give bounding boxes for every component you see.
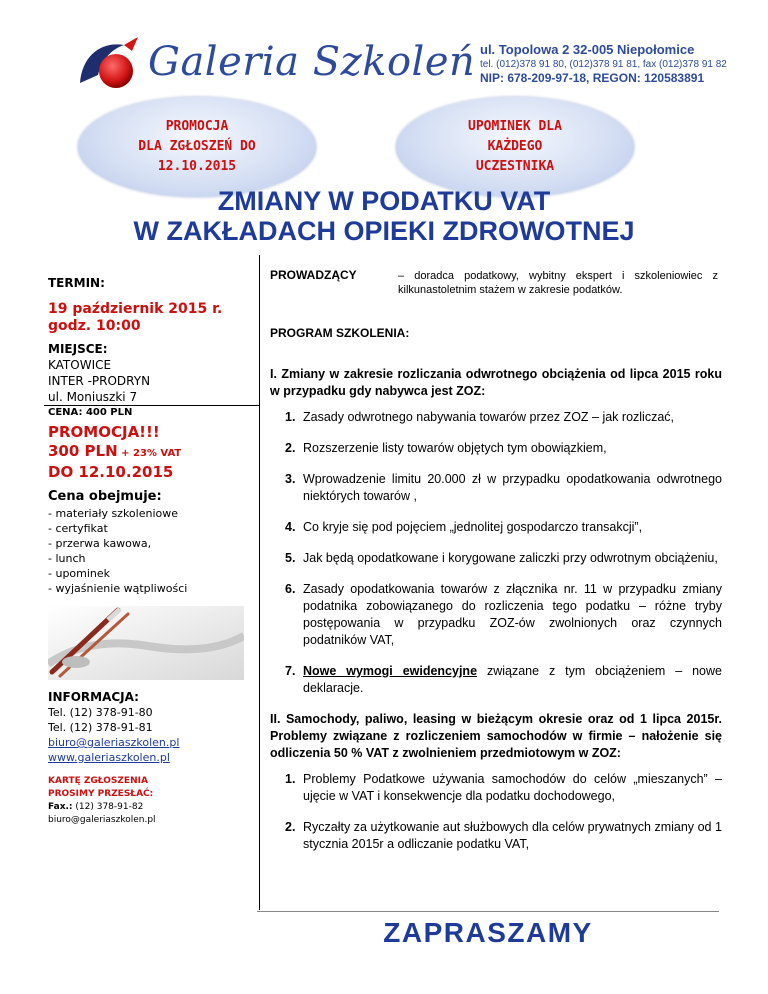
miejsce-line: INTER -PRODRYN	[48, 374, 151, 388]
footer-invite: ZAPRASZAMY	[383, 917, 593, 948]
karta-email: biuro@galeriaszkolen.pl	[48, 815, 156, 825]
promo-price-line	[48, 442, 181, 463]
termin-date: 19 październik 2015 r.	[48, 301, 223, 317]
program-content	[270, 366, 722, 867]
footer-divider	[257, 911, 719, 912]
karta-line-1: KARTĘ ZGŁOSZENIA	[48, 776, 148, 786]
list-item	[285, 771, 722, 805]
obejmuje-block	[48, 489, 187, 596]
prowadzacy-label: PROWADZĄCY	[270, 268, 357, 282]
item-text: Problemy Podatkowe używania samochodów do celów „mieszanych” – ujęcie w VAT i konsekwencje dla podatku dochodowego,	[303, 772, 722, 803]
item-number: 6.	[285, 582, 296, 596]
phones: tel. (012)378 91 80, (012)378 91 81, fax (012)378 91 82	[480, 59, 727, 70]
logo-mark-icon	[72, 35, 144, 95]
address: ul. Topolowa 2 32-005 Niepołomice	[480, 42, 695, 57]
item-number: 3.	[285, 472, 296, 486]
item-text: Ryczałty za użytkowanie aut służbowych dla celów prywatnych zmiany od 1 stycznia 2015r a odliczanie podatku VAT,	[303, 820, 722, 851]
section-heading: I. Zmiany w zakresie rozliczania odwrotnego obciążenia od lipca 2015 roku w przypadku gdy nabywca jest ZOZ:	[270, 367, 722, 398]
company-ids: NIP: 678-209-97-18, REGON: 120583891	[480, 71, 705, 85]
brand-logo	[72, 35, 476, 95]
fax-label: Fax.:	[48, 802, 73, 812]
promo-price: 300 PLN	[48, 442, 118, 460]
item-text: Co kryje się pod pojęciem „jednolitej gospodarczo transakcji”,	[303, 520, 643, 534]
title-line-1: ZMIANY W PODATKU VAT	[217, 186, 551, 216]
brand-name: Galeria Szkoleń	[148, 39, 476, 85]
cena-divider	[44, 405, 259, 406]
page-title	[0, 186, 768, 246]
list-item	[285, 819, 722, 853]
list-item	[285, 409, 722, 426]
item-number: 5.	[285, 551, 296, 565]
termin-value	[48, 301, 258, 335]
cena-label: CENA: 400 PLN	[48, 407, 133, 418]
karta-block	[48, 775, 156, 827]
item-text: Wprowadzenie limitu 20.000 zł w przypadku opodatkowania odwrotnego niektórych towarów ,	[303, 472, 722, 503]
item-text: Rozszerzenie listy towarów objętych tym obowiązkiem,	[303, 441, 607, 455]
column-divider	[259, 255, 260, 910]
item-text: Zasady opodatkowania towarów z złącznika nr. 11 w przypadku zmiany podatnika zobowiązanego do rozliczenia tego podatku – różne tryby postępowania w przypadku ZOZ-ów zwolnionych oraz czynnych podatników VAT,	[303, 582, 722, 647]
item-number: 7.	[285, 664, 296, 678]
item-text: związane z tym obciążeniem – nowe deklaracje.	[303, 664, 722, 695]
list-item: - przerwa kawowa,	[48, 537, 152, 550]
list-item	[285, 550, 722, 567]
miejsce-block	[48, 341, 150, 405]
termin-label: TERMIN:	[48, 276, 105, 290]
email-link[interactable]: biuro@galeriaszkolen.pl	[48, 736, 180, 749]
list-item	[285, 440, 722, 457]
miejsce-line: KATOWICE	[48, 358, 112, 372]
gift-oval	[396, 97, 634, 197]
item-emphasis: Nowe wymogi ewidencyjne	[303, 664, 478, 678]
title-line-2: W ZAKŁADACH OPIEKI ZDROWOTNEJ	[133, 216, 635, 246]
promo-oval	[78, 97, 316, 197]
promo-oval-text: PROMOCJA DLA ZGŁOSZEŃ DO 12.10.2015	[138, 119, 256, 174]
promo-heading: PROMOCJA!!!	[48, 423, 160, 441]
info-phone: Tel. (12) 378-91-80	[48, 706, 153, 719]
info-block	[48, 690, 179, 765]
program-label: PROGRAM SZKOLENIA:	[270, 326, 410, 340]
karta-line-2: PROSIMY PRZESŁAĆ:	[48, 789, 154, 799]
termin-time: godz. 10:00	[48, 318, 141, 334]
gift-oval-text: UPOMINEK DLA KAŻDEGO UCZESTNIKA	[468, 119, 562, 174]
section-heading: II. Samochody, paliwo, leasing w bieżącym okresie oraz od 1 lipca 2015r. Problemy związane z rozliczeniem samochodów w firmie – nałożenie się odliczenia 50 % VAT z zwolnieniem przedmiotowym w ZOZ:	[270, 712, 722, 760]
list-item: - lunch	[48, 552, 86, 565]
item-number: 4.	[285, 520, 296, 534]
item-number: 1.	[285, 410, 296, 424]
list-item: - wyjaśnienie wątpliwości	[48, 582, 188, 595]
item-text: Zasady odwrotnego nabywania towarów przez ZOZ – jak rozliczać,	[303, 410, 674, 424]
obejmuje-list	[48, 506, 187, 596]
website-link[interactable]: www.galeriaszkolen.pl	[48, 751, 170, 764]
list-item	[285, 581, 722, 649]
info-phone: Tel. (12) 378-91-81	[48, 721, 153, 734]
karta-fax	[48, 801, 156, 814]
pens-illustration	[48, 606, 244, 680]
info-label: INFORMACJA:	[48, 690, 139, 704]
list-item	[285, 663, 722, 697]
list-item	[285, 471, 722, 505]
list-item: - upominek	[48, 567, 111, 580]
section-1-list	[270, 409, 722, 697]
item-number: 2.	[285, 820, 296, 834]
obejmuje-label: Cena obejmuje:	[48, 489, 162, 504]
contact-block	[480, 42, 750, 85]
list-item: - certyfikat	[48, 522, 108, 535]
promo-vat: + 23% VAT	[117, 448, 182, 459]
fax-number: (12) 378-91-82	[72, 802, 144, 812]
item-text: Jak będą opodatkowane i korygowane zaliczki przy odwrotnym obciążeniu,	[303, 551, 718, 565]
list-item	[285, 519, 722, 536]
section-2-list	[270, 771, 722, 853]
prowadzacy-text: – doradca podatkowy, wybitny ekspert i szkoleniowiec z kilkunastoletnim stażem w zakresie podatków.	[398, 270, 718, 296]
promo-until: DO 12.10.2015	[48, 463, 174, 481]
item-number: 1.	[285, 772, 296, 786]
miejsce-line: ul. Moniuszki 7	[48, 390, 138, 404]
promo-block	[48, 423, 181, 482]
miejsce-label: MIEJSCE:	[48, 342, 108, 356]
list-item: - materiały szkoleniowe	[48, 507, 179, 520]
item-number: 2.	[285, 441, 296, 455]
